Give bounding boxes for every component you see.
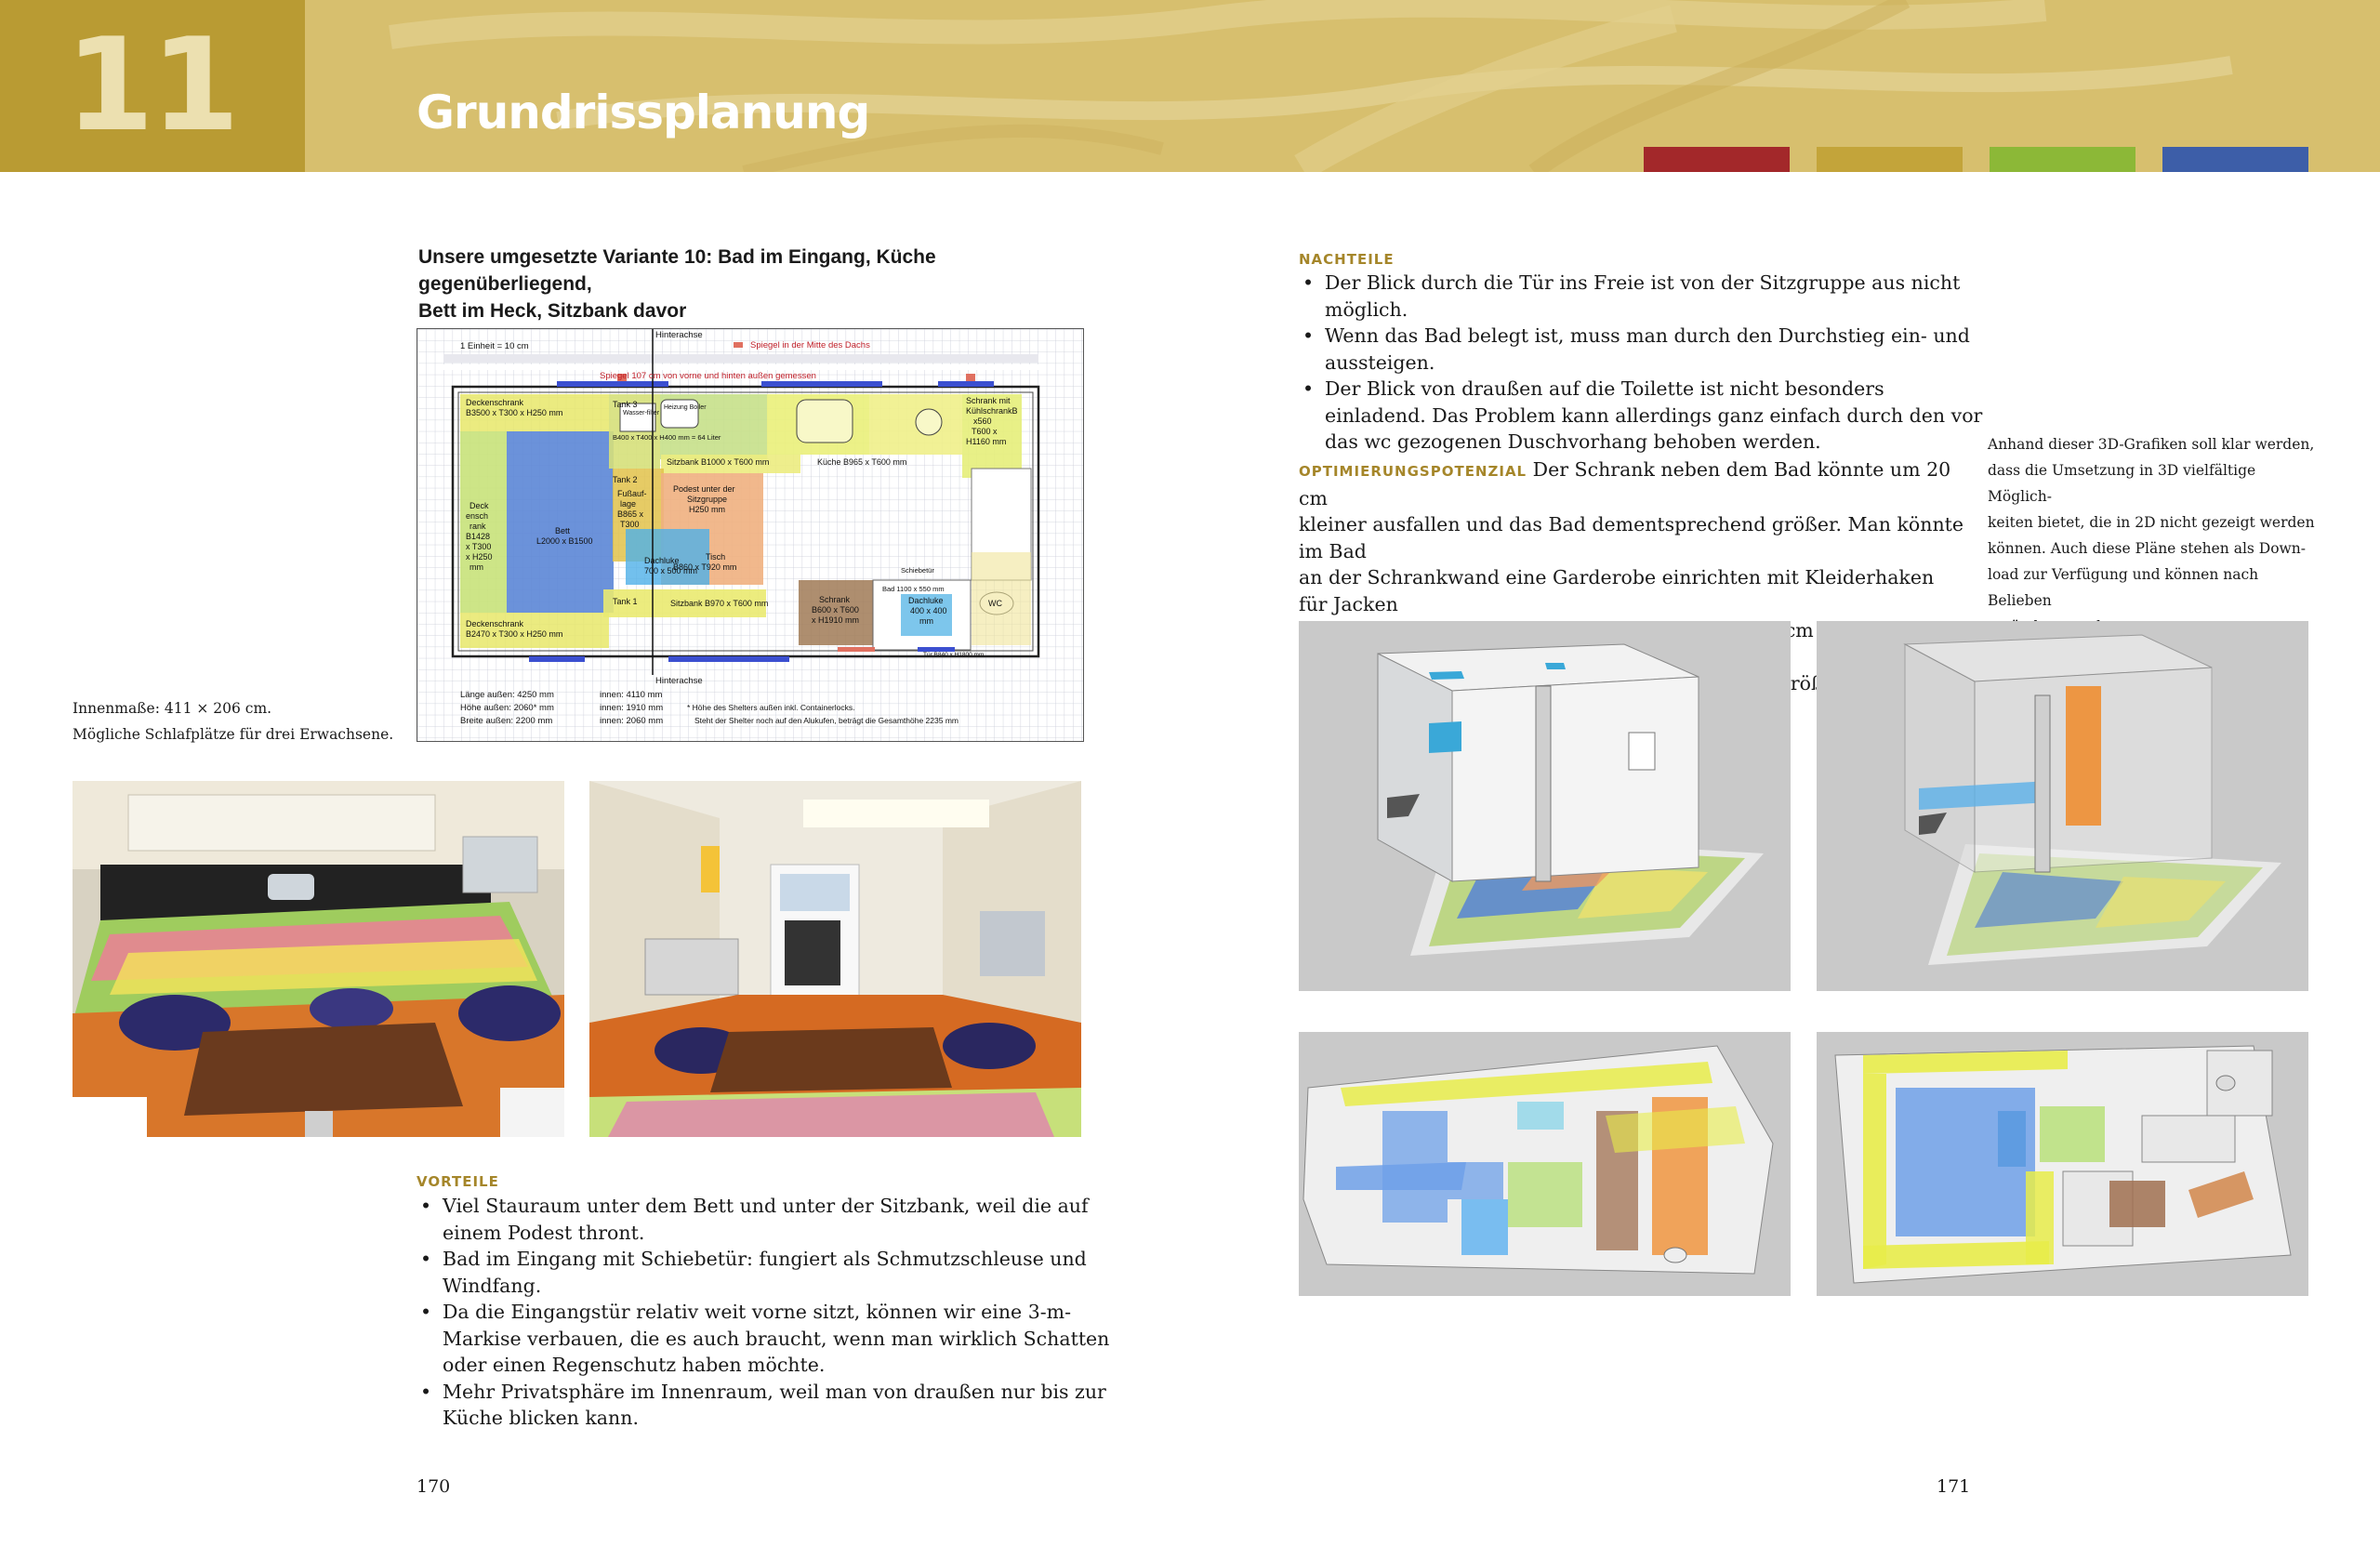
nachteil-item: • Der Blick von draußen auf die Toilette ist nicht besonders einladend. Das Problem kann allerdings ganz einfach durch den vor das wc gezogenen Duschvorhang behoben werden. <box>1325 376 1990 456</box>
optimierung-line: Der Schrank neben dem Bad könnte um 20 cm <box>1299 458 1951 509</box>
fp-schrank-kuehl-1: Schrank mit <box>966 396 1011 405</box>
fp-fuss-4: T300 <box>620 520 640 529</box>
fp-fuss-2: lage <box>620 499 637 509</box>
nachteil-item: • Wenn das Bad belegt ist, muss man durch den Durchstieg ein- und aussteigen. <box>1325 323 1990 376</box>
render-3d-top-right <box>1817 1032 2308 1296</box>
fp-breite-innen: innen: 2060 mm <box>600 716 664 726</box>
optimierung-line: an der Schrankwand eine Garderobe einrichten mit Kleiderhaken für Jacken <box>1299 566 1935 615</box>
fp-schrank-3: x H1910 mm <box>812 615 860 625</box>
caption-sleeping: Mögliche Schlafplätze für drei Erwachsene. <box>73 726 394 743</box>
fp-spiegel-mitte: Spiegel in der Mitte des Dachs <box>750 340 870 350</box>
side-note-line: keiten bietet, die in 2D nicht gezeigt werden <box>1988 514 2315 531</box>
optimierung-label: OPTIMIERUNGSPOTENZIAL <box>1299 463 1527 480</box>
fp-fuss-3: B865 x <box>617 509 644 519</box>
nachteile-list <box>1299 270 1990 456</box>
fp-deck-left-6: x H250 <box>466 552 493 562</box>
fp-dachluke-bad-1: Dachluke <box>908 596 944 605</box>
fp-deck-left-4: B1428 <box>466 532 491 541</box>
fp-schrank-kuehl-5: H1160 mm <box>966 437 1007 446</box>
fp-tank1: Tank 1 <box>613 597 638 606</box>
side-note-line: load zur Verfügung und können nach Belieben <box>1988 566 2259 609</box>
fp-bad: Bad 1100 x 550 mm <box>882 585 945 593</box>
photo-bed-interior <box>73 781 564 1137</box>
fp-dachluke-2: 700 x 500 mm <box>644 566 698 575</box>
fp-note-2: Steht der Shelter noch auf den Alukufen, beträgt die Gesamthöhe 2235 mm <box>694 716 959 725</box>
fp-fuss-1: Fußauf- <box>617 489 647 498</box>
optimierung-line: vergrößern. <box>1747 672 1863 694</box>
section-heading <box>418 244 1088 324</box>
fp-dachluke-bad-3: mm <box>919 616 933 626</box>
fp-sitzbank-top: Sitzbank B1000 x T600 mm <box>667 457 770 467</box>
side-note-line: können. Auch diese Pläne stehen als Down- <box>1988 540 2307 557</box>
section-heading-line1: Unsere umgesetzte Variante 10: Bad im Eingang, Küche gegenüberliegend, <box>418 246 936 295</box>
fp-deck-left-5: x T300 <box>466 542 492 551</box>
fp-hoehe-innen: innen: 1910 mm <box>600 703 664 713</box>
floorplan-caption <box>73 695 407 747</box>
fp-tisch-2: B860 x T920 mm <box>673 562 737 572</box>
vorteil-item: • Da die Eingangstür relativ weit vorne sitzt, können wir eine 3-m-Markise verbauen, die es auch braucht, wenn man wirklich Schatten oder einen Regenschutz haben möchte. <box>443 1299 1112 1379</box>
fp-hoehe: Höhe außen: 2060* mm <box>460 703 554 713</box>
fp-tank3: Tank 3 <box>613 400 638 409</box>
vorteil-item: • Bad im Eingang mit Schiebetür: fungiert als Schmutzschleuse und Windfang. <box>443 1246 1112 1299</box>
fp-podest-2: Sitzgruppe <box>687 495 728 504</box>
fp-deck-left-3: rank <box>469 522 486 531</box>
fp-schiebetuer: Schiebetür <box>901 566 934 575</box>
render-3d-transparent <box>1817 621 2308 991</box>
photo-kitchen-interior <box>589 781 1081 1137</box>
fp-dachluke-bad-2: 400 x 400 <box>910 606 947 615</box>
page-number-right: 171 <box>1937 1476 1971 1497</box>
color-tab-green <box>1990 147 2135 172</box>
fp-dachluke-1: Dachluke <box>644 556 680 565</box>
fp-decken-bottom-2: B2470 x T300 x H250 mm <box>466 629 563 639</box>
render-3d-exterior <box>1299 621 1791 991</box>
fp-einheit: 1 Einheit = 10 cm <box>460 341 529 351</box>
optimierung-line: kleiner ausfallen und das Bad dementsprechend größer. Man könnte im Bad <box>1299 513 1964 562</box>
fp-schrank-kuehl-2: KühlschrankB <box>966 406 1018 416</box>
fp-hinterachse-top: Hinterachse <box>655 330 703 340</box>
color-tab-gold <box>1817 147 1963 172</box>
fp-note-1: * Höhe des Shelters außen inkl. Containerlocks. <box>687 703 855 712</box>
nachteil-item: • Der Blick durch die Tür ins Freie ist von der Sitzgruppe aus nicht möglich. <box>1325 270 1990 323</box>
side-note-line: dass die Umsetzung in 3D vielfältige Möglich- <box>1988 462 2256 505</box>
fp-tank-spec: B400 x T400 x H400 mm = 64 Liter <box>613 433 721 442</box>
fp-sitzbank-bottom: Sitzbank B970 x T600 mm <box>670 599 769 608</box>
fp-breite: Breite außen: 2200 mm <box>460 716 553 726</box>
fp-tank2: Tank 2 <box>613 475 638 484</box>
vorteil-item: • Mehr Privatsphäre im Innenraum, weil man von draußen nur bis zur Küche blicken kann. <box>443 1379 1112 1432</box>
floorplan-diagram <box>416 328 1084 742</box>
fp-kueche: Küche B965 x T600 mm <box>817 457 907 467</box>
optimierung-line: cm <box>1784 619 1814 641</box>
fp-podest-3: H250 mm <box>689 505 726 514</box>
fp-wc: WC <box>988 599 1002 608</box>
chapter-title: Grundrissplanung <box>416 86 870 139</box>
fp-deckenschrank-top-1: Deckenschrank <box>466 398 524 407</box>
fp-wasser: Wasser-filter <box>623 410 660 416</box>
fp-podest-1: Podest unter der <box>673 484 735 494</box>
fp-decken-bottom-1: Deckenschrank <box>466 619 524 628</box>
fp-schrank-2: B600 x T600 <box>812 605 859 615</box>
fp-deck-left-1: Deck <box>469 501 489 510</box>
fp-schrank-1: Schrank <box>819 595 851 604</box>
chapter-number: 11 <box>65 10 237 160</box>
fp-deck-left-7: mm <box>469 562 483 572</box>
fp-heizung: Heizung Boiler <box>664 404 707 411</box>
floorplan-svg <box>417 329 1083 741</box>
fp-laenge: Länge außen: 4250 mm <box>460 690 554 700</box>
vorteile-label: VORTEILE <box>416 1173 499 1190</box>
fp-dusche: Tür B840 x H1800 mm <box>923 652 985 658</box>
side-note <box>1988 431 2322 640</box>
fp-laenge-innen: innen: 4110 mm <box>600 690 663 700</box>
vorteil-item: • Viel Stauraum unter dem Bett und unter der Sitzbank, weil die auf einem Podest thront. <box>443 1193 1112 1246</box>
fp-schrank-kuehl-3: x560 <box>973 416 992 426</box>
nachteile-label: NACHTEILE <box>1299 251 1395 268</box>
fp-bett-1: Bett <box>555 526 571 535</box>
fp-deck-left-2: ensch <box>466 511 489 521</box>
render-3d-top-left <box>1299 1032 1791 1296</box>
fp-hinterachse-bottom: Hinterachse <box>655 676 703 686</box>
fp-spiegel-vorne: Spiegel 107 cm von vorne und hinten außen gemessen <box>600 371 816 381</box>
vorteile-list <box>416 1193 1112 1432</box>
fp-deckenschrank-top-2: B3500 x T300 x H250 mm <box>466 408 563 417</box>
fp-bett-2: L2000 x B1500 <box>536 536 593 546</box>
color-tab-red <box>1644 147 1790 172</box>
section-heading-line2: Bett im Heck, Sitzbank davor <box>418 300 687 322</box>
color-tab-blue <box>2162 147 2308 172</box>
fp-tisch-1: Tisch <box>706 552 726 562</box>
caption-dimensions: Innenmaße: 411 × 206 cm. <box>73 700 272 717</box>
page-number-left: 170 <box>416 1476 451 1497</box>
fp-schrank-kuehl-4: T600 x <box>972 427 998 436</box>
side-note-line: Anhand dieser 3D-Grafiken soll klar werden, <box>1988 436 2315 453</box>
